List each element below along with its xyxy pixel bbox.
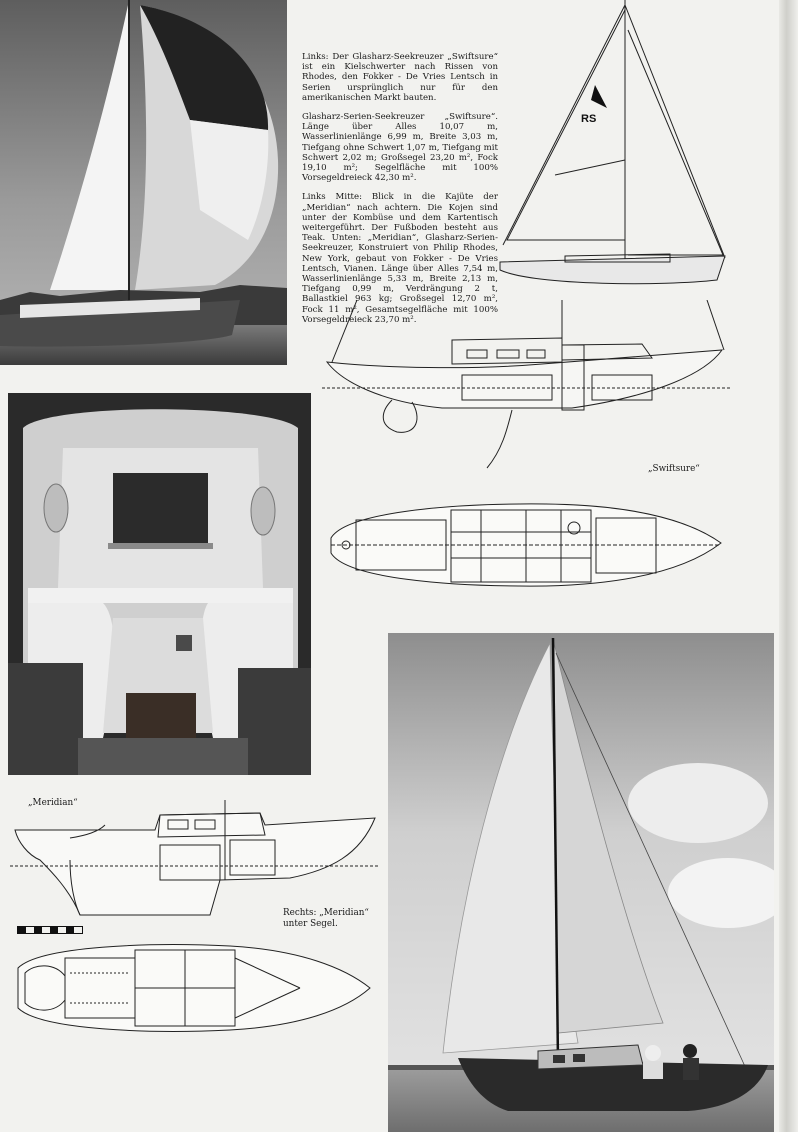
swiftsure-deck-plan <box>326 498 726 594</box>
label-rechts-line-1: Rechts: „Meridian“ <box>283 908 369 918</box>
meridian-deck-plan <box>10 938 375 1038</box>
scale-bar <box>17 926 83 934</box>
label-meridian: „Meridian“ <box>28 798 78 808</box>
caption-paragraph-meridian: Links Mitte: Blick in die Kajüte der „Meridian“ nach achtern. Die Kojen sind unter der Kombüse und dem Kartentisch weitergeführt. Der Fußboden besteht aus Teak. Unten: „Meridian“, Glasharz-Serien-Seekreuzer, Konstruiert von Philip Rhodes, New York, gebaut von Fokker - De Vries Lentsch, Vianen. Länge über Alles 7,54 m, Wasserlinienlänge 5,33 m, Breite 2,13 m, Tiefgang 0,99 m, Verdrängung 2 t, Ballastkiel 963 kg; Großsegel 12,70 m², Fock 11 m², Gesamtsegelfläche mit 100% Vorsegeldreieck 23,70 m². <box>302 192 498 325</box>
photo-meridian-under-sail <box>388 633 774 1132</box>
meridian-profile-drawing <box>10 800 380 918</box>
caption-paragraph-intro: Links: Der Glasharz-Seekreuzer „Swiftsure“ ist ein Kielschwerter nach Rissen von Rhodes, den Fokker - De Vries Lentsch in Serien ursprünglich nur für den amerikanischen Markt bauten. <box>302 52 498 103</box>
photo-meridian-cabin-interior <box>8 393 311 775</box>
swiftsure-sail-plan <box>495 0 735 292</box>
caption-paragraph-swiftsure-specs: Glasharz-Serien-Seekreuzer „Swiftsure“. Länge über Alles 10,07 m, Wasserlinienlänge 6,99 m, Breite 3,03 m, Tiefgang ohne Schwert 1,07 m, Tiefgang mit Schwert 2,02 m; Großsegel 23,20 m², Fock 19,10 m²; Segelfläche mit 100% Vorsegeldreieck 42,30 m². <box>302 112 498 184</box>
caption-block <box>302 52 498 334</box>
swiftsure-profile-drawing <box>322 300 732 475</box>
label-rechts-meridian <box>283 908 369 930</box>
page-gutter-edge <box>779 0 798 1132</box>
label-swiftsure: „Swiftsure“ <box>648 464 700 474</box>
label-rechts-line-2: unter Segel. <box>283 919 338 929</box>
sail-number: RS <box>581 113 597 125</box>
photo-swiftsure-spinnaker <box>0 0 287 365</box>
